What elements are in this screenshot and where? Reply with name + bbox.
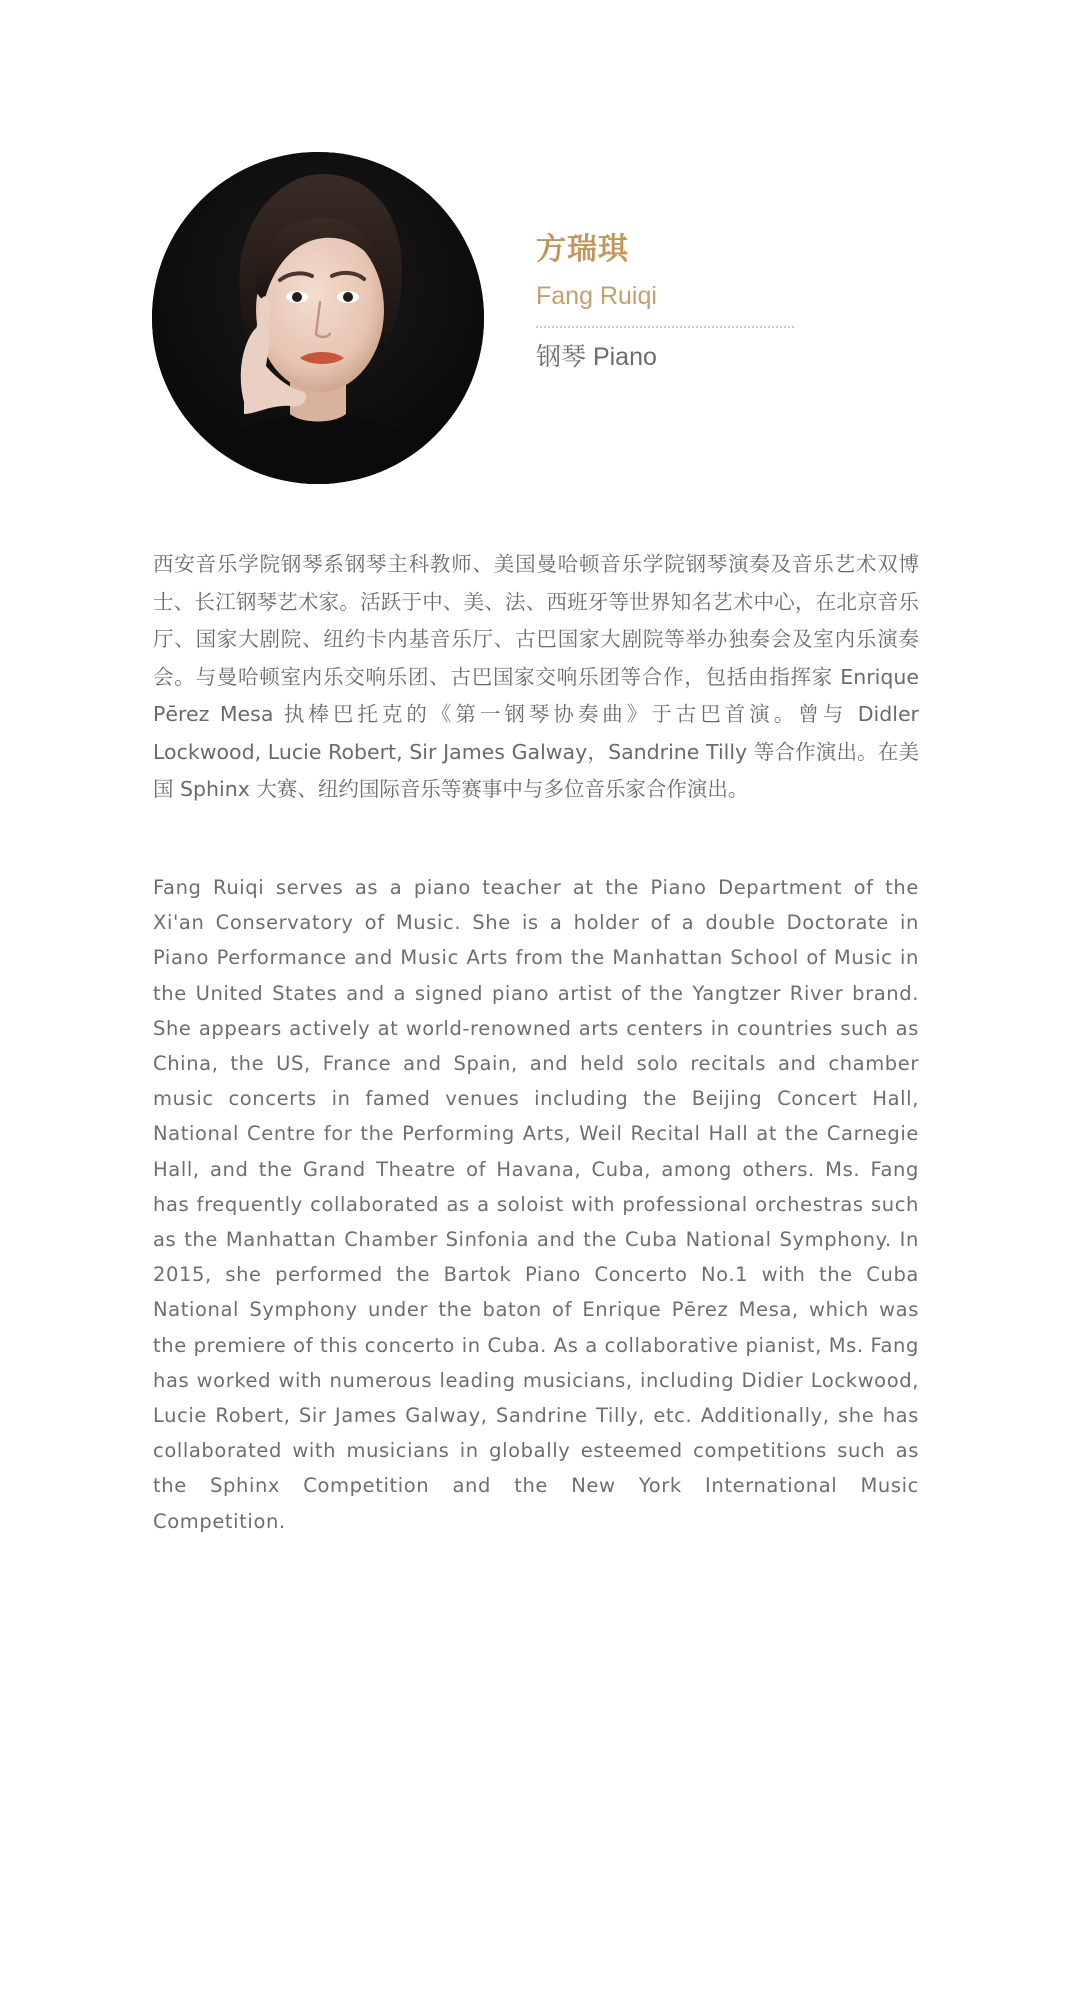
name-chinese: 方瑞琪	[536, 232, 629, 267]
bio-chinese: 西安音乐学院钢琴系钢琴主科教师、美国曼哈顿音乐学院钢琴演奏及音乐艺术双博士、长江钢琴艺术家。活跃于中、美、法、西班牙等世界知名艺术中心，在北京音乐厅、国家大剧院、纽约卡内基音乐厅、古巴国家大剧院等举办独奏会及室内乐演奏会。与曼哈顿室内乐交响乐团、古巴国家交响乐团等合作，包括由指挥家 Enrique Pērez Mesa 执棒巴托克的《第一钢琴协奏曲》于古巴首演。曾与 Didler Lockwood, Lucie Robert, Sir James Galway，Sandrine Tilly 等合作演出。在美国 Sphinx 大赛、纽约国际音乐等赛事中与多位音乐家合作演出。	[153, 552, 919, 801]
bio-english: Fang Ruiqi serves as a piano teacher at the Piano Department of the Xi'an Conservatory of Music. She is a holder of a double Doctorate in Piano Performance and Music Arts from the Manhattan School of Music in the United States and a signed piano artist of the Yangtzer River brand. She appears actively at world-renowned arts centers in countries such as China, the US, France and Spain, and held solo recitals and chamber music concerts in famed venues including the Beijing Concert Hall, National Centre for the Performing Arts, Weil Recital Hall at the Carnegie Hall, and the Grand Theatre of Havana, Cuba, among others. Ms. Fang has frequently collaborated as a soloist with professional orchestras such as the Manhattan Chamber Sinfonia and the Cuba National Symphony. In 2015, she performed the Bartok Piano Concerto No.1 with the Cuba National Symphony under the baton of Enrique Pērez Mesa, which was the premiere of this concerto in Cuba. As a collaborative pianist, Ms. Fang has worked with numerous leading musicians, including Didier Lockwood, Lucie Robert, Sir James Galway, Sandrine Tilly, etc. Additionally, she has collaborated with musicians in globally esteemed competitions such as the Sphinx Competition and the New York International Music Competition.	[153, 876, 919, 1533]
portrait-photo	[152, 152, 484, 484]
portrait-icon	[152, 152, 484, 484]
dotted-divider	[536, 326, 794, 328]
name-block	[536, 230, 796, 374]
name-english: Fang Ruiqi	[536, 282, 657, 310]
instrument-role: 钢琴 Piano	[536, 343, 657, 371]
